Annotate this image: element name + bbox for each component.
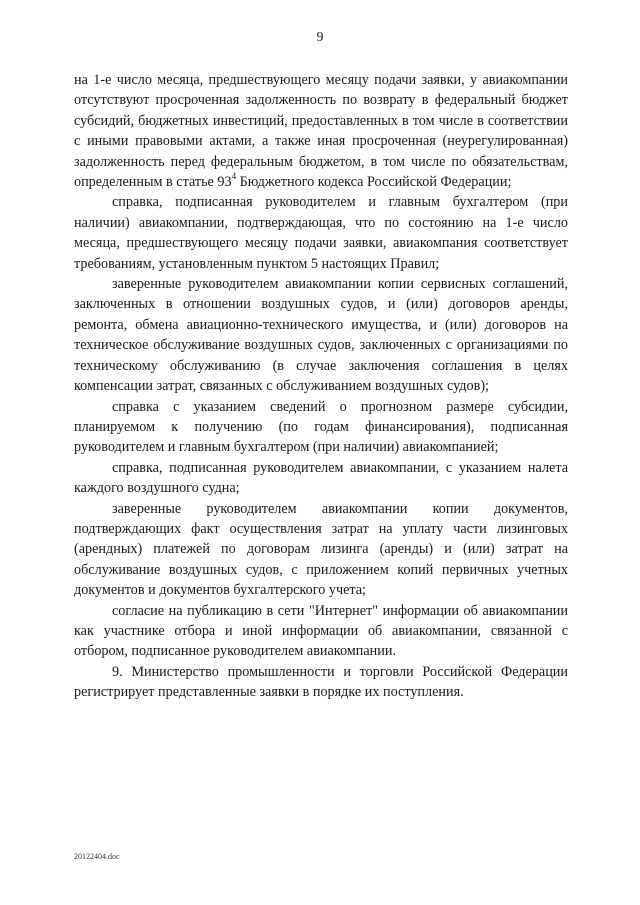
paragraph-subsidy-forecast: справка с указанием сведений о прогнозном размере субсидии, планируемом к получению (по годам финансирования), подписанная руководителем и главным бухгалтером (при наличии) авиакомпанией; <box>74 398 568 456</box>
paragraph-budget-debt-text: на 1-е число месяца, предшествующего месяцу подачи заявки, у авиакомпании отсутствуют просроченная задолженность по возврату в федеральный бюджет субсидий, бюджетных инвестиций, предоставленных в том числе в соответствии с иными правовыми актами, а также иная просроченная (неурегулированная) задолженность перед федеральным бюджетом, в том числе по обязательствам, определенным в статье 93 <box>74 72 568 191</box>
footer-file-code: 20122404.doc <box>74 852 120 861</box>
paragraph-budget-debt <box>74 70 568 192</box>
paragraph-budget-debt-tail: Бюджетного кодекса Российской Федерации; <box>236 174 512 191</box>
page-number: 9 <box>316 30 324 45</box>
article-superscript: 4 <box>231 171 237 182</box>
paragraph-flight-hours: справка, подписанная руководителем авиакомпании, с указанием налета каждого воздушного судна; <box>74 459 568 497</box>
paragraph-publication-consent: согласие на публикацию в сети "Интернет" информации об авиакомпании как участнике отбора и иной информации об авиакомпании, связанной с отбором, подписанное руководителем авиакомпании. <box>74 602 568 660</box>
paragraph-service-agreements: заверенные руководителем авиакомпании копии сервисных соглашений, заключенных в отношении воздушных судов, и (или) договоров аренды, ремонта, обмена авиационно-технического имущества, и (или) договоров на техническое обслуживание воздушных судов, заключенных с организациями по техническому обслуживанию (в случае заключения соглашения в целях компенсации затрат, связанных с обслуживанием воздушных судов); <box>74 276 568 395</box>
document-body <box>74 70 568 703</box>
paragraph-expense-documents: заверенные руководителем авиакомпании копии документов, подтверждающих факт осуществления затрат на уплату части лизинговых (арендных) платежей по договорам лизинга (аренды) и (или) затрат на обслуживание воздушных судов, с приложением копий первичных учетных документов и документов бухгалтерского учета; <box>74 500 568 599</box>
paragraph-compliance-certificate: справка, подписанная руководителем и главным бухгалтером (при наличии) авиакомпании, подтверждающая, что по состоянию на 1-е число месяца, предшествующего месяцу подачи заявки, авиакомпания соответствует требованиям, установленным пунктом 5 настоящих Правил; <box>74 194 568 272</box>
paragraph-ministry-registration: 9. Министерство промышленности и торговли Российской Федерации регистрирует представленные заявки в порядке их поступления. <box>74 663 568 701</box>
